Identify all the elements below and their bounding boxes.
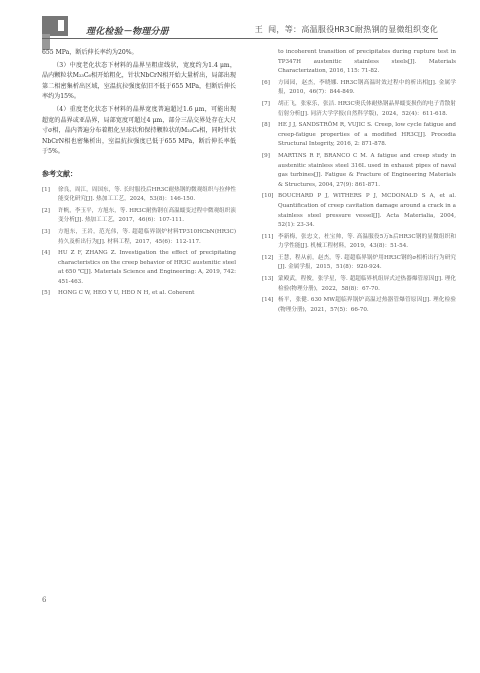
page-header — [0, 0, 480, 40]
reference-item-continued — [262, 48, 456, 77]
reference-number: [13] — [262, 276, 274, 283]
reference-text: 方园园，赵杰，李晓娜. HR3C钢高温时效过程中的析出相[J]. 金属学报，2010，46(7)：844-849. — [278, 79, 456, 96]
reference-item — [262, 192, 456, 230]
reference-text: BOUCHARD P J, WITHERS P J, MCDONALD S A, et al. Quantification of creep cavitation damage around a crack in a stainless steel pressure vessel[J]. Acta Materialia, 2004, 52(1): 23-34. — [278, 193, 456, 229]
reference-text: HU Z F, ZHANG Z. Investigation the effect of precipitating characteristics on the creep behavior of HR3C austenitic steel at 650 ℃[J]. Materials Science and Engineering: A, 2019, 742: 451-463. — [58, 250, 236, 285]
reference-text: HONG C W, HEO Y U, HEO N H, et al. Coherent — [58, 290, 195, 297]
references-title: 参考文献： — [42, 168, 77, 178]
reference-text: 徐良，周江，周国东，等. 长时服役后HR3C耐热钢的微观组织与拉伸性能变化研究[J]. 热加工工艺，2024，53(8)：146-150. — [58, 186, 236, 203]
reference-item — [262, 121, 456, 150]
page-number: 6 — [42, 596, 47, 604]
reference-text: 许帆，李玉平，方旭东，等. HR3C耐热钢在高温蠕变过程中微观组织演变分析[J]. 热加工工艺，2017，46(6)：107-111. — [58, 207, 236, 224]
reference-number: [12] — [262, 254, 274, 261]
reference-number: [14] — [262, 297, 274, 304]
reference-text: 方旭东，王岩，范光伟，等. 超超临界锅炉材料TP310HCbN(HR3C)持久及析出行为[J]. 材料工程，2017，45(6)：112-117. — [58, 228, 236, 245]
reference-number: [8] — [262, 122, 270, 129]
reference-item — [42, 228, 236, 247]
reference-text: 杨平，张健. 630 MW超临界锅炉高温过热器管爆管原因[J]. 理化检验(物理分册)，2021，57(5)：66-70. — [278, 297, 456, 313]
intro-line: 655 MPa，断后伸长率约为20%。 — [42, 49, 138, 56]
reference-item — [262, 152, 456, 190]
reference-item — [42, 289, 236, 299]
reference-item — [42, 207, 236, 226]
reference-text: 李新梅，张忠文，杜宝帅，等. 高温服役5万h后HR3C钢的显微组织和力学性能[J]. 机械工程材料，2019，43(8)：51-54. — [278, 233, 456, 250]
reference-number: [4] — [42, 250, 50, 257]
left-column — [42, 48, 236, 301]
right-column — [262, 48, 456, 317]
reference-number: [1] — [42, 186, 50, 193]
running-title: 王 闯，等：高温服役HR3C耐热钢的显微组织变化 — [254, 25, 438, 34]
reference-text: 蒙殿武，程俊，张学星，等. 超超临界机组屏式过热器爆管原因[J]. 理化检验(物理分册)，2022，58(8)：67-70. — [278, 276, 456, 292]
reference-item — [262, 296, 456, 315]
reference-number: [10] — [262, 193, 274, 200]
reference-item — [262, 275, 456, 294]
reference-item — [42, 186, 236, 205]
reference-text: MARTINS R F, BRANCO C M. A fatigue and creep study in austenitic stainless steel 316L used in exhaust pipes of naval gas turbines[J]. Fatigue & Fracture of Engineering Materials & Structures, 2004, 27(9): 861-871. — [278, 152, 456, 188]
reference-item — [262, 233, 456, 252]
reference-number: [7] — [262, 100, 270, 107]
journal-name: 理化检验－物理分册 — [86, 27, 169, 37]
logo-square-shape — [42, 16, 68, 36]
reference-number: [5] — [42, 290, 50, 297]
conclusion-paragraph-4: （4）重度老化状态下材料的晶界宽度普遍超过1.6 μm，可能出现超宽的晶界或亚晶界，局部宽度可超过4 μm，部分三晶交界处存在大尺寸σ相，晶内普遍分布着粗化呈球状和保持颗粒状的M₂₃C₆相，同时针状NbCrN相也密集析出，室温抗拉强度已低于655 MPa，断后伸长率低于5%。 — [42, 105, 236, 156]
reference-number: [6] — [262, 79, 270, 86]
reference-text: 胡正飞，张家乐，张洁. HR3C奥氏体耐热钢晶界蠕变损伤的电子背散射衍射分析[J]. 同济大学学报(自然科学版)，2024，52(4)：611-618. — [278, 100, 456, 117]
reference-item — [42, 249, 236, 287]
reference-text: to incoherent transition of precipitates during rupture test in TP347H austenitic stainless steels[J]. Materials Characterization, 2016, 115: 71-82. — [278, 49, 456, 75]
reference-number: [9] — [262, 152, 270, 159]
reference-number: [3] — [42, 228, 50, 235]
reference-number: [2] — [42, 207, 50, 214]
reference-text: 王慧，程从前，赵杰，等. 超超临界锅炉用HR3C钢的σ相析出行为研究[J]. 金属学报，2015，51(8)：920-924. — [278, 254, 456, 271]
reference-item — [262, 79, 456, 98]
reference-number: [11] — [262, 233, 274, 240]
reference-item — [262, 254, 456, 273]
header-rule — [42, 38, 438, 39]
conclusion-paragraph-3: （3）中度老化状态下材料的晶界呈粗虚线状，宽度约为1.4 μm，晶内颗粒状M₂₃C₆相开始粗化，针状NbCrN相开始大量析出，局部出现第二相密集析出区域，室温抗拉强度依旧不低于655 MPa，但断后伸长率约为15%。 — [42, 61, 236, 101]
reference-item — [262, 100, 456, 119]
reference-text: HE J J, SANDSTRÖM R, VUJIC S. Creep, low cycle fatigue and creep-fatigue properties of a modified HR3C[J]. Procedia Structural Integrity, 2016, 2: 871-878. — [278, 122, 456, 148]
